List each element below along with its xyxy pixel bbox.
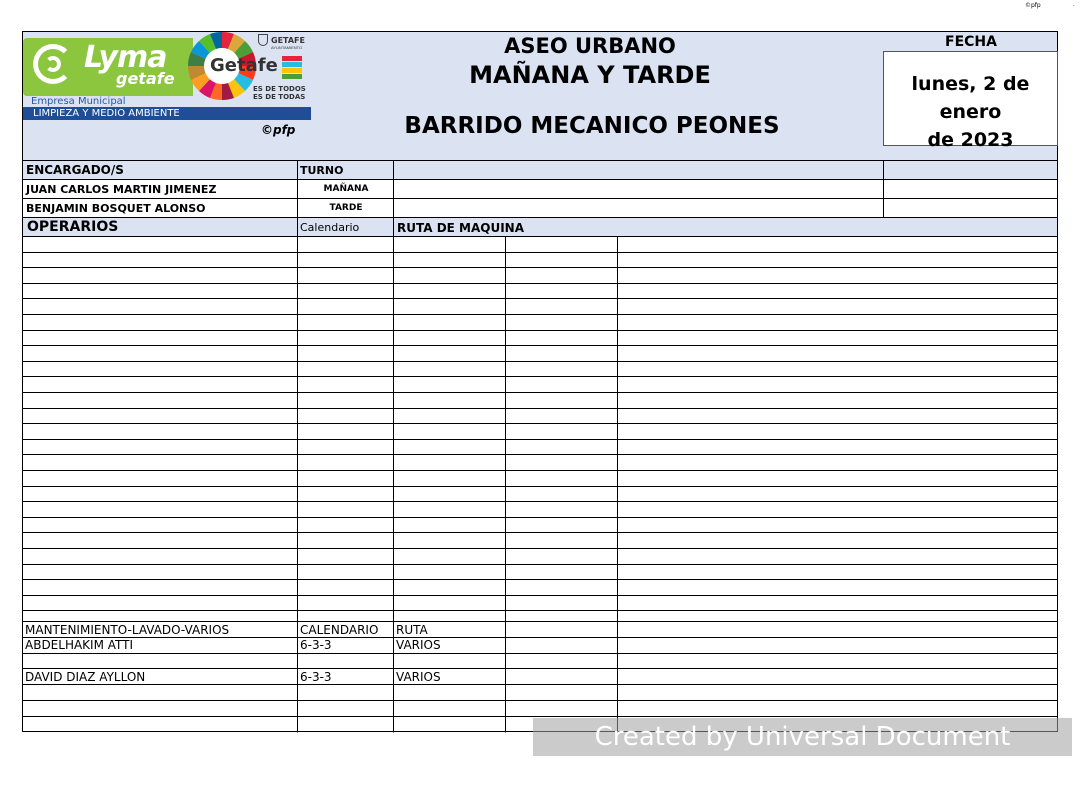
mantenimiento-ruta-2: VARIOS bbox=[396, 670, 441, 684]
mantenimiento-name-2: DAVID DIAZ AYLLON bbox=[25, 670, 146, 684]
mantenimiento-header: MANTENIMIENTO-LAVADO-VARIOS bbox=[25, 623, 230, 637]
lyma-wordmark: Lyma bbox=[84, 40, 167, 75]
corner-copyright: ©pfp bbox=[1025, 2, 1041, 9]
mantenimiento-calendario-2: 6-3-3 bbox=[300, 670, 332, 684]
empresa-municipal-label: Empresa Municipal bbox=[31, 96, 126, 107]
lyma-getafe-wordmark: getafe bbox=[116, 69, 175, 88]
getafe-wordmark: Getafe bbox=[210, 55, 278, 76]
mantenimiento-name-1: ABDELHAKIM ATTI bbox=[25, 638, 134, 652]
todos-line-1: ES DE TODOS bbox=[253, 85, 306, 93]
turno-header: TURNO bbox=[300, 164, 344, 177]
title-turnos: MAÑANA Y TARDE bbox=[469, 61, 711, 89]
encargados-header: ENCARGADO/S bbox=[26, 163, 124, 177]
title-aseo-urbano: ASEO URBANO bbox=[504, 34, 676, 58]
mantenimiento-calendario-1: 6-3-3 bbox=[300, 638, 332, 652]
encargado-turno-1: MAÑANA bbox=[323, 184, 369, 194]
mantenimiento-ruta-header: RUTA bbox=[396, 623, 428, 637]
corner-dot: . bbox=[1073, 2, 1075, 8]
ayuntamiento-label: AYUNTAMIENTO bbox=[271, 45, 303, 50]
operarios-header: OPERARIOS bbox=[27, 219, 119, 235]
encargado-name-2: BENJAMIN BOSQUET ALONSO bbox=[26, 202, 206, 215]
calendario-header: Calendario bbox=[300, 221, 360, 234]
fecha-line-1: lunes, 2 de enero bbox=[911, 73, 1030, 123]
converter-watermark: Created by Universal Document Converter bbox=[533, 718, 1072, 756]
todos-line-2: ES DE TODAS bbox=[253, 93, 306, 101]
mantenimiento-calendario-header: CALENDARIO bbox=[300, 623, 379, 637]
getafe-small-label: GETAFE bbox=[271, 36, 305, 45]
fecha-line-2: de 2023 bbox=[927, 129, 1014, 151]
mantenimiento-ruta-1: VARIOS bbox=[396, 638, 441, 652]
encargado-turno-2: TARDE bbox=[329, 203, 363, 213]
limpieza-bar: LIMPIEZA Y MEDIO AMBIENTE bbox=[23, 107, 311, 120]
ruta-maquina-header: RUTA DE MAQUINA bbox=[397, 221, 525, 235]
encargado-name-1: JUAN CARLOS MARTIN JIMENEZ bbox=[26, 183, 217, 196]
pfp-mark: ©pfp bbox=[261, 123, 296, 137]
fecha-label: FECHA bbox=[945, 34, 997, 50]
title-barrido: BARRIDO MECANICO PEONES bbox=[404, 113, 780, 139]
